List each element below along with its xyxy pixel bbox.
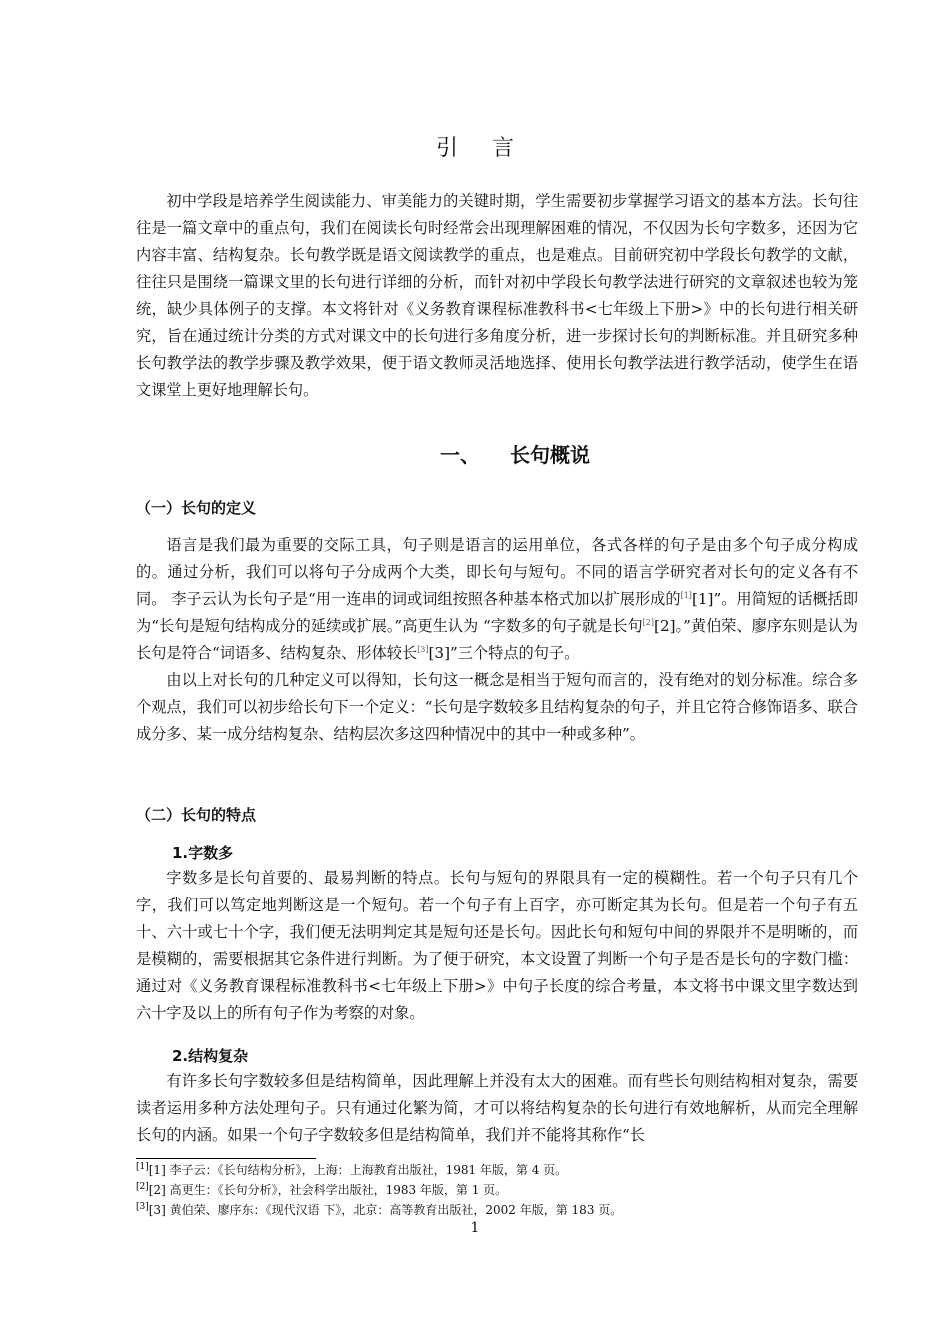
feature1-text: 字数多是长句首要的、最易判断的特点。长句与短句的界限具有一定的模糊性。若一个句子只有几个字，我们可以笃定地判断这是一个短句。若一个句子有上百字，亦可断定其为长句。但是若一个句子有五十、六十或七十个字，我们便无法明判定其是短句还是长句。因此长句和短句中间的界限并不是明晰的，而是模糊的，需要根据其它条件进行判断。为了便于研究，本文设置了判断一个句子是否是长句的字数门槛：通过对《义务教育课程标准教科书<七年级上下册>》中句子长度的综合考量，本文将书中课文里字数达到六十字及以上的所有句子作为考察的对象。 [136, 869, 858, 1022]
chapter-heading [440, 439, 740, 468]
definition-text-d: [3]”三个特点的句子。 [428, 644, 580, 662]
section1-body [136, 532, 858, 748]
feature1-heading: 1.字数多 [172, 844, 234, 862]
footnotes [136, 1160, 858, 1220]
footnote-ref-2[interactable]: [2] [642, 617, 655, 627]
intro-text: 初中学段是培养学生阅读能力、审美能力的关键时期，学生需要初步掌握学习语文的基本方法。长句往往是一篇文章中的重点句，我们在阅读长句时经常会出现理解困难的情况，不仅因为长句字数多，还因为它内容丰富、结构复杂。长句教学既是语文阅读教学的重点，也是难点。目前研究初中学段长句教学的文献，往往只是围绕一篇课文里的长句进行详细的分析，而针对初中学段长句教学法进行研究的文章叙述也较为笼统，缺少具体例子的支撑。本文将针对《义务教育课程标准教科书<七年级上下册>》中的长句进行相关研究，旨在通过统计分类的方式对课文中的长句进行多角度分析，进一步探讨长句的判断标准。并且研究多种长句教学法的教学步骤及教学效果，便于语文教师灵活地选择、使用长句教学法进行教学活动，使学生在语文课堂上更好地理解长句。 [136, 192, 858, 399]
feature1-body [136, 865, 858, 1027]
footnote-ref-1[interactable]: [1] [680, 590, 692, 600]
chapter-number: 一、 [440, 443, 480, 467]
definition-text-a: 语言是我们最为重要的交际工具，句子则是语言的运用单位，各式各样的句子是由多个句子成分构成的。通过分析，我们可以将句子分成两个大类，即长句与短句。不同的语言学研究者对长句的定义各有不同。 李子云认为长句子是“用一连串的词或词组按照各种基本格式加以扩展形成的 [136, 536, 858, 608]
chapter-title: 长句概说 [510, 443, 590, 467]
footnote-divider [136, 1158, 316, 1159]
definition-text-c: [2]。”黄伯荣、廖序东则是认为长句是符合“词语多、结构复杂、形体较长 [136, 617, 858, 662]
page-title: 引言 [435, 136, 548, 161]
page-number: 1 [470, 1220, 480, 1236]
footnote-item: [3][3] 黄伯荣、廖序东：《现代汉语 下》，北京：高等教育出版社，2002 年版，第 183 页。 [136, 1202, 623, 1217]
summary-paragraph: 由以上对长句的几种定义可以得知，长句这一概念是相当于短句而言的，没有绝对的划分标准。综合多个观点，我们可以初步给长句下一个定义：“长句是字数较多且结构复杂的句子，并且它符合修饰语多、联合成分多、某一成分结构复杂、结构层次多这四种情况中的其中一种或多种”。 [136, 671, 858, 743]
feature2-body [136, 1068, 858, 1149]
intro-paragraph [136, 188, 858, 404]
feature2-heading: 2.结构复杂 [172, 1047, 249, 1065]
section2-heading: （二）长句的特点 [136, 806, 257, 824]
definition-paragraph [136, 532, 858, 667]
definition-text-b: [1]”。用简短的话概括即为“长句是短句结构成分的延续或扩展。”高更生认为 “字数多的句子就是长句 [136, 590, 859, 635]
footnote-item: [1][1] 李子云：《长句结构分析》，上海：上海教育出版社，1981 年版，第 4 页。 [136, 1162, 568, 1177]
footnote-ref-3[interactable]: [3] [417, 644, 429, 654]
section1-heading: （一）长句的定义 [136, 499, 257, 517]
feature2-text: 有许多长句字数较多但是结构简单，因此理解上并没有太大的困难。而有些长句则结构相对复杂，需要读者运用多种方法处理句子。只有通过化繁为简，才可以将结构复杂的长句进行有效地解析，从而完全理解长句的内涵。如果一个句子字数较多但是结构简单，我们并不能将其称作“长 [136, 1072, 858, 1144]
footnote-item: [2][2] 高更生：《长句分析》，社会科学出版社，1983 年版，第 1 页。 [136, 1182, 508, 1197]
